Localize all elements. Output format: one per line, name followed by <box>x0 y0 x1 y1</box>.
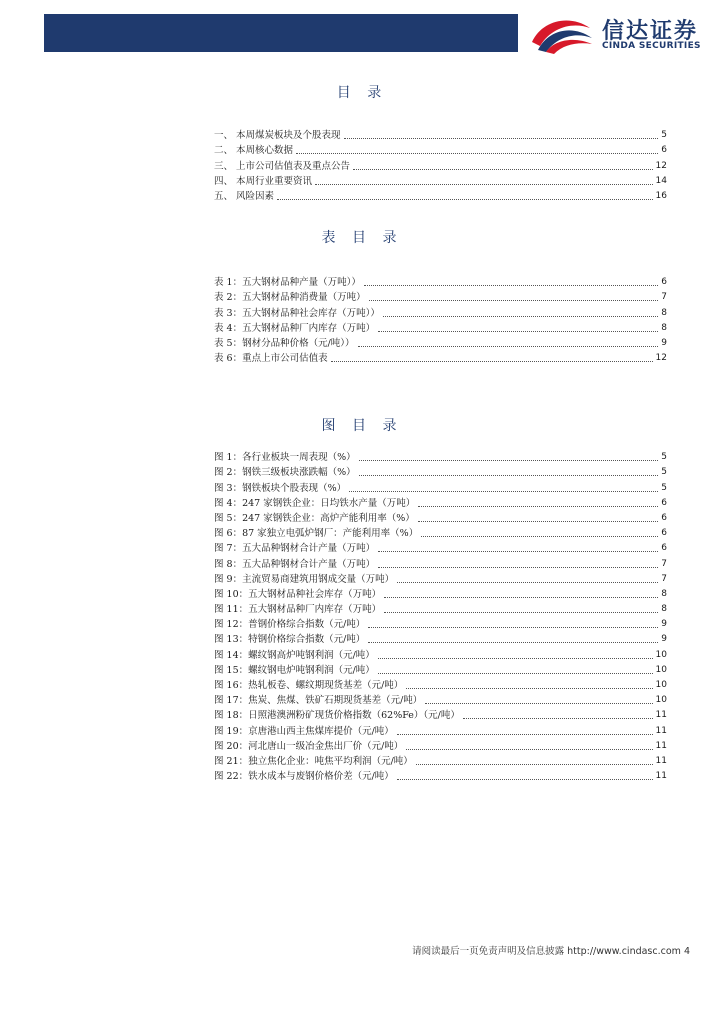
toc-entry[interactable] <box>214 509 667 524</box>
toc-entry-label: 图 10：五大钢材品种社会库存（万吨） <box>214 588 382 600</box>
toc-entry[interactable] <box>214 288 667 303</box>
toc-entry-label: 表 1：五大钢材品种产量（万吨）） <box>214 277 361 289</box>
figures-list <box>214 448 667 782</box>
toc-entry-page: 6 <box>661 145 667 156</box>
toc-dot-leader <box>378 567 658 568</box>
disclaimer-text: 请阅读最后一页免责声明及信息披露 <box>412 946 565 957</box>
toc-dot-leader <box>406 749 652 750</box>
toc-entry[interactable] <box>214 767 667 782</box>
toc-dot-leader <box>378 331 658 332</box>
toc-dot-leader <box>384 597 658 598</box>
toc-entry[interactable] <box>214 448 667 463</box>
cinda-swoosh-icon <box>530 12 594 54</box>
toc-dot-leader <box>359 460 659 461</box>
toc-entry[interactable] <box>214 524 667 539</box>
toc-dot-leader <box>383 316 658 317</box>
toc-entry-page: 8 <box>661 322 667 333</box>
toc-entry[interactable] <box>214 676 667 691</box>
toc-dot-leader <box>364 285 658 286</box>
toc-dot-leader <box>378 551 658 552</box>
toc-dot-leader <box>315 184 653 185</box>
toc-entry-page: 9 <box>661 634 667 645</box>
toc-entry-label: 图 6：87 家独立电弧炉钢厂：产能利用率（%） <box>214 528 419 540</box>
toc-entry-label: 表 2：五大钢材品种消费量（万吨） <box>214 292 366 304</box>
toc-entry-page: 6 <box>661 512 667 523</box>
toc-dot-leader <box>384 612 658 613</box>
toc-entry-label: 表 6：重点上市公司估值表 <box>214 353 328 365</box>
toc-entry[interactable] <box>214 478 667 493</box>
toc-entry-page: 8 <box>661 307 667 318</box>
toc-dot-leader <box>277 199 653 200</box>
toc-entry-page: 7 <box>661 558 667 569</box>
toc-entry-page: 6 <box>661 497 667 508</box>
figures-title: 图 目 录 <box>321 418 403 434</box>
toc-entry-label: 图 16：热轧板卷、螺纹期现货基差（元/吨） <box>214 680 404 691</box>
toc-entry[interactable] <box>214 752 667 767</box>
toc-entry-label: 图 12：普钢价格综合指数（元/吨） <box>214 619 366 631</box>
toc-entry-page: 10 <box>655 680 667 690</box>
toc-entry[interactable] <box>214 494 667 509</box>
toc-entry-page: 11 <box>655 771 667 782</box>
toc-dot-leader <box>397 779 653 780</box>
toc-entry[interactable] <box>214 600 667 615</box>
toc-entry-label: 图 17：焦炭、焦煤、铁矿石期现货基差（元/吨） <box>214 695 423 707</box>
toc-entry-label: 图 21：独立焦化企业：吨焦平均利润（元/吨） <box>214 755 413 767</box>
toc-entry-label: 图 11：五大钢材品种厂内库存（万吨） <box>214 604 382 616</box>
website-link[interactable]: http://www.cindasc.com <box>567 946 681 957</box>
toc-entry-label: 图 7：五大品种钢材合计产量（万吨） <box>214 543 376 555</box>
header-banner <box>44 14 518 52</box>
toc-entry-page: 10 <box>655 664 667 675</box>
toc-entry-label: 图 15：螺纹钢电炉吨钢利润（元/吨） <box>214 664 375 676</box>
toc-entry-page: 6 <box>661 277 667 288</box>
tables-title: 表 目 录 <box>321 230 403 246</box>
toc-entry-page: 12 <box>655 353 667 364</box>
toc-entry-page: 14 <box>655 175 667 186</box>
toc-entry[interactable] <box>214 570 667 585</box>
toc-entry-label: 图 2：钢铁三级板块涨跌幅（%） <box>214 467 356 479</box>
toc-entry-page: 6 <box>661 528 667 539</box>
toc-entry-label: 图 13：特钢价格综合指数（元/吨） <box>214 634 366 646</box>
toc-dot-leader <box>425 703 652 704</box>
toc-entry[interactable] <box>214 172 667 187</box>
toc-dot-leader <box>296 153 658 154</box>
toc-entry[interactable] <box>214 661 667 676</box>
toc-entry-page: 6 <box>661 543 667 554</box>
toc-entry-page: 5 <box>661 482 667 493</box>
toc-dot-leader <box>463 718 653 719</box>
toc-entry-page: 16 <box>655 190 667 201</box>
toc-entry-page: 5 <box>661 452 667 463</box>
toc-entry-label: 图 20：河北唐山一级冶金焦出厂价（元/吨） <box>214 740 404 752</box>
toc-entry[interactable] <box>214 126 667 141</box>
contents-title: 目 录 <box>336 85 388 101</box>
toc-entry-label: 图 5：247 家钢铁企业：高炉产能利用率（%） <box>214 512 415 524</box>
toc-entry-page: 10 <box>655 695 667 706</box>
toc-entry-label: 图 4：247 家钢铁企业：日均铁水产量（万吨） <box>214 497 416 509</box>
toc-entry-page: 12 <box>655 160 667 171</box>
toc-entry-label: 四、 本周行业重要资讯 <box>214 175 313 187</box>
toc-dot-leader <box>416 764 653 765</box>
toc-entry-page: 9 <box>661 337 667 348</box>
toc-dot-leader <box>359 475 659 476</box>
toc-dot-leader <box>358 346 659 347</box>
toc-dot-leader <box>406 688 652 689</box>
toc-entry-label: 表 3：五大钢材品种社会库存（万吨）） <box>214 307 380 319</box>
toc-entry[interactable] <box>214 141 667 156</box>
toc-entry-label: 图 8：五大品种钢材合计产量（万吨） <box>214 558 376 570</box>
toc-entry-page: 7 <box>661 292 667 303</box>
toc-dot-leader <box>331 361 653 362</box>
toc-entry-page: 11 <box>655 755 667 766</box>
toc-entry-page: 8 <box>661 604 667 615</box>
toc-entry-page: 8 <box>661 588 667 599</box>
toc-entry-label: 图 19：京唐港山西主焦煤库提价（元/吨） <box>214 725 394 737</box>
toc-entry[interactable] <box>214 303 667 318</box>
toc-entry[interactable] <box>214 463 667 478</box>
toc-entry[interactable] <box>214 691 667 706</box>
toc-entry[interactable] <box>214 645 667 660</box>
toc-entry-page: 7 <box>661 573 667 584</box>
toc-entry-page: 5 <box>661 130 667 141</box>
toc-entry[interactable] <box>214 539 667 554</box>
toc-entry-page: 10 <box>655 649 667 660</box>
toc-entry[interactable] <box>214 721 667 736</box>
toc-entry[interactable] <box>214 554 667 569</box>
toc-entry[interactable] <box>214 630 667 645</box>
toc-entry-label: 图 1：各行业板块一周表现（%） <box>214 452 356 464</box>
toc-dot-leader <box>368 642 658 643</box>
toc-entry-label: 二、 本周核心数据 <box>214 145 294 157</box>
toc-dot-leader <box>349 491 658 492</box>
toc-dot-leader <box>378 658 653 659</box>
toc-dot-leader <box>378 673 653 674</box>
toc-entry[interactable] <box>214 737 667 752</box>
toc-dot-leader <box>397 582 658 583</box>
toc-entry[interactable] <box>214 349 667 364</box>
cinda-logo <box>530 12 710 54</box>
toc-entry-label: 图 3：钢铁板块个股表现（%） <box>214 482 347 494</box>
toc-entry-label: 表 4：五大钢材品种厂内库存（万吨） <box>214 322 376 334</box>
toc-entry-label: 三、 上市公司估值表及重点公告 <box>214 160 351 172</box>
toc-entry-label: 五、 风险因素 <box>214 190 275 202</box>
toc-entry[interactable] <box>214 334 667 349</box>
page-number: 4 <box>683 946 690 957</box>
toc-entry[interactable] <box>214 273 667 288</box>
logo-chinese-text: 信达证券 <box>602 19 699 44</box>
logo-english-text: CINDA SECURITIES <box>602 41 701 51</box>
toc-entry-label: 图 18：日照港澳洲粉矿现货价格指数（62%Fe）（元/吨） <box>214 710 460 722</box>
toc-entry-label: 图 22：铁水成本与废钢价格价差（元/吨） <box>214 771 394 783</box>
toc-dot-leader <box>418 506 658 507</box>
toc-entry-label: 图 9：主流贸易商建筑用钢成交量（万吨） <box>214 573 395 585</box>
toc-dot-leader <box>353 169 653 170</box>
toc-dot-leader <box>418 521 659 522</box>
toc-entry-label: 一、 本周煤炭板块及个股表现 <box>214 130 341 142</box>
tables-list <box>214 273 667 364</box>
toc-entry-page: 11 <box>655 725 667 736</box>
toc-entry-page: 11 <box>655 710 667 721</box>
toc-dot-leader <box>397 734 653 735</box>
toc-entry[interactable] <box>214 585 667 600</box>
page-footer <box>412 943 690 957</box>
toc-entry[interactable] <box>214 319 667 334</box>
toc-entry[interactable] <box>214 615 667 630</box>
toc-entry-page: 9 <box>661 619 667 630</box>
toc-entry[interactable] <box>214 156 667 171</box>
toc-dot-leader <box>344 138 659 139</box>
toc-dot-leader <box>368 627 658 628</box>
toc-dot-leader <box>421 536 658 537</box>
toc-entry-label: 图 14：螺纹钢高炉吨钢利润（元/吨） <box>214 649 375 661</box>
toc-entry[interactable] <box>214 706 667 721</box>
toc-dot-leader <box>369 300 659 301</box>
toc-entry[interactable] <box>214 187 667 202</box>
toc-entry-page: 11 <box>655 740 667 751</box>
contents-list <box>214 126 667 202</box>
toc-entry-page: 5 <box>661 467 667 478</box>
toc-entry-label: 表 5：钢材分品种价格（元/吨）） <box>214 337 355 349</box>
